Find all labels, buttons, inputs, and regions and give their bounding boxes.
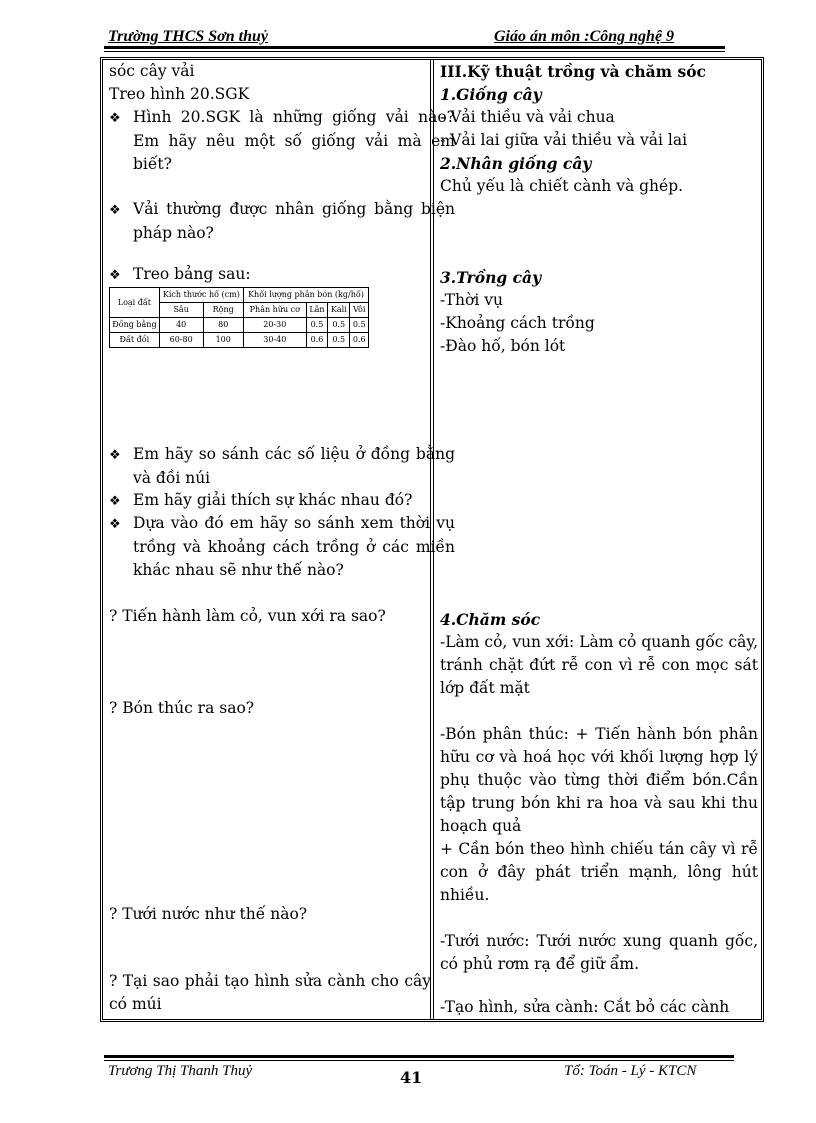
- header-rule: [104, 46, 725, 49]
- cell: 80: [203, 318, 243, 333]
- table-row: [110, 333, 369, 348]
- cell: 60-80: [159, 333, 203, 348]
- table-row: [110, 318, 369, 333]
- bullet-question: ❖ Vải thường được nhân giống bằng biện pháp nào?: [109, 200, 455, 242]
- text-line: - Vải lai giữa vải thiều và vải lai: [440, 131, 688, 149]
- th-phosphorus: Lân: [306, 303, 327, 318]
- bullet-question: ❖ Em hãy giải thích sự khác nhau đó?: [109, 489, 455, 513]
- th-lime: Vôi: [350, 303, 369, 318]
- text-line: Treo hình 20.SGK: [109, 85, 250, 103]
- cell: 0.6: [306, 333, 327, 348]
- fertilizer-table: [109, 287, 369, 348]
- paragraph: + Cần bón theo hình chiếu tán cây vì rễ con ở đây phát triển mạnh, lông hút nhiều.: [440, 840, 758, 904]
- header-subject: Giáo án môn :Công nghệ 9: [494, 28, 675, 45]
- cell: 0.5: [328, 318, 350, 333]
- diamond-bullet-icon: ❖: [109, 203, 121, 218]
- subsection-heading: 2.Nhân giống cây: [440, 154, 592, 173]
- text-line: sóc cây vải: [109, 62, 195, 80]
- th-organic: Phân hữu cơ: [243, 303, 306, 318]
- diamond-bullet-icon: ❖: [109, 517, 121, 532]
- page-number: 41: [400, 1068, 423, 1087]
- cell: 100: [203, 333, 243, 348]
- paragraph: -Bón phân thúc: + Tiến hành bón phân hữu cơ và hoá học với khối lượng hợp lý phụ thuộc vào từng thời điểm bón.Cần tập trung bón khi ra hoa và sau khi thu hoạch quả: [440, 725, 758, 835]
- text-line: - Vải thiều và vải chua: [440, 108, 615, 126]
- text-line: Chủ yếu là chiết cành và ghép.: [440, 177, 684, 195]
- question-weeding: ? Tiến hành làm cỏ, vun xới ra sao?: [109, 607, 386, 625]
- bullet-question: ❖ Hình 20.SGK là những giống vải nào? Em hãy nêu một số giống vải mà em biết?: [109, 108, 455, 173]
- footer-author: Trương Thị Thanh Thuỷ: [108, 1063, 253, 1079]
- bullet-question: ❖ Em hãy so sánh các số liệu ở đồng bằng và đồi núi: [109, 445, 455, 487]
- cell: Đất đồi: [110, 333, 160, 348]
- header-rule-thin: [104, 51, 725, 52]
- th-pit-size: Kích thước hố (cm): [159, 288, 243, 303]
- text-line: -Khoảng cách trồng: [440, 314, 595, 332]
- th-depth: Sâu: [159, 303, 203, 318]
- th-soil: Loại đất: [110, 288, 160, 318]
- text-line: -Thời vụ: [440, 291, 503, 309]
- th-potassium: Kali: [328, 303, 350, 318]
- paragraph: -Tưới nước: Tưới nước xung quanh gốc, có phủ rơm rạ để giữ ẩm.: [440, 932, 758, 973]
- question-pruning: ? Tại sao phải tạo hình sửa cành cho cây có múi: [109, 972, 431, 1013]
- paragraph: -Tạo hình, sửa cành: Cắt bỏ các cành: [440, 998, 730, 1016]
- header-school: Trường THCS Sơn thuỷ: [108, 28, 268, 45]
- footer-rule: [104, 1055, 734, 1058]
- cell: 40: [159, 318, 203, 333]
- cell: 30-40: [243, 333, 306, 348]
- cell: 20-30: [243, 318, 306, 333]
- footer-department: Tổ: Toán - Lý - KTCN: [564, 1063, 697, 1079]
- cell: 0.6: [350, 333, 369, 348]
- cell: 0.5: [350, 318, 369, 333]
- question-watering: ? Tưới nước như thế nào?: [109, 905, 308, 923]
- diamond-bullet-icon: ❖: [109, 111, 121, 126]
- bullet-question: ❖ Dựa vào đó em hãy so sánh xem thời vụ trồng và khoảng cách trồng ở các miền khác nhau sẽ như thế nào?: [109, 514, 455, 579]
- subsection-heading: 1.Giống cây: [440, 85, 542, 104]
- footer-rule-thin: [104, 1060, 734, 1061]
- question-fertilizing: ? Bón thúc ra sao?: [109, 699, 255, 717]
- diamond-bullet-icon: ❖: [109, 494, 121, 509]
- section-heading: III.Kỹ thuật trồng và chăm sóc: [440, 62, 706, 81]
- paragraph: -Làm cỏ, vun xới: Làm cỏ quanh gốc cây, tránh chặt đứt rễ con vì rễ con mọc sát lớp đất mặt: [440, 633, 758, 697]
- cell: 0.5: [328, 333, 350, 348]
- subsection-heading: 4.Chăm sóc: [440, 610, 541, 629]
- bullet-question: ❖ Treo bảng sau:: [109, 263, 455, 287]
- th-width: Rộng: [203, 303, 243, 318]
- subsection-heading: 3.Trồng cây: [440, 268, 542, 287]
- diamond-bullet-icon: ❖: [109, 448, 121, 463]
- cell: 0.5: [306, 318, 327, 333]
- th-fertilizer: Khối lượng phân bón (kg/hố): [243, 288, 368, 303]
- cell: Đồng bằng: [110, 318, 160, 333]
- text-line: -Đào hố, bón lót: [440, 337, 566, 355]
- diamond-bullet-icon: ❖: [109, 268, 121, 283]
